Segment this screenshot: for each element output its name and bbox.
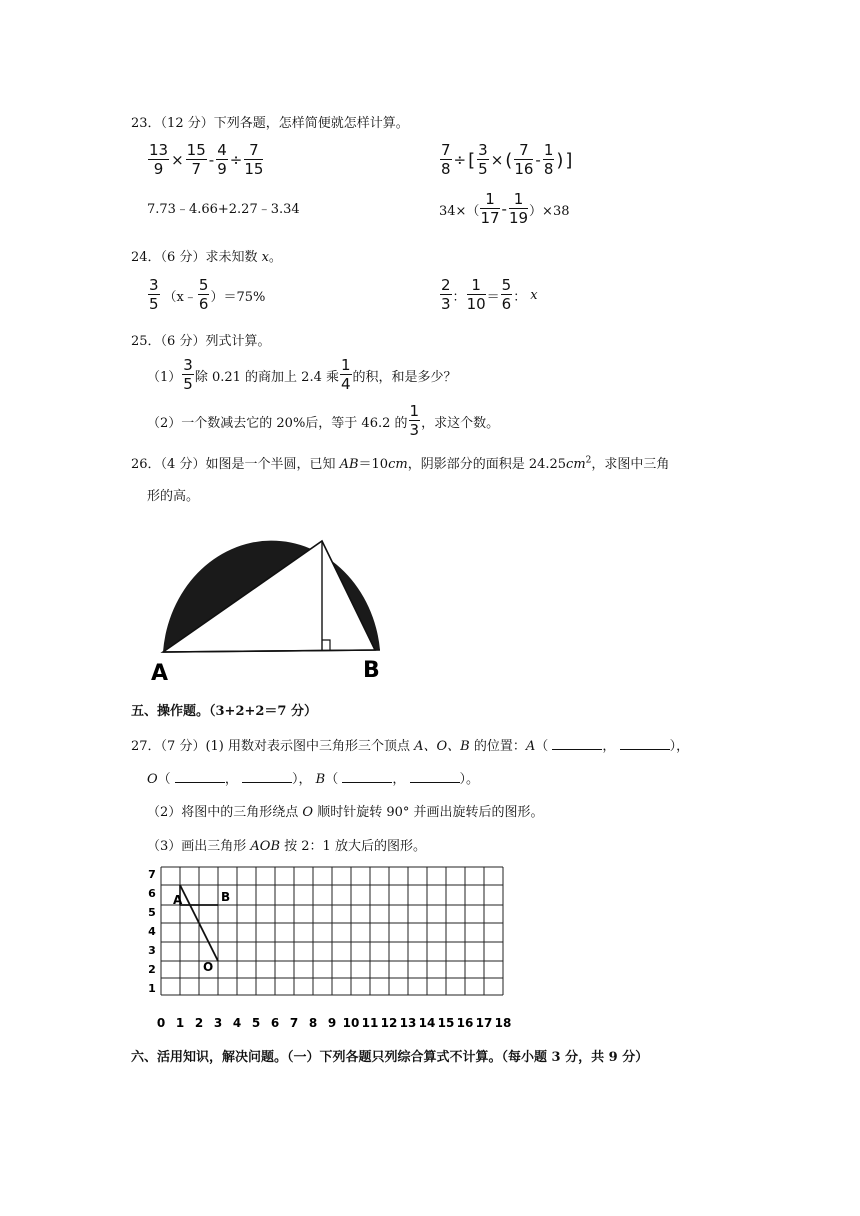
grid-point-o: O [203, 960, 214, 974]
grid-point-b: B [221, 890, 231, 904]
y-tick-label: 6 [148, 887, 156, 900]
q25-part-2: （2）一个数减去它的 20%后，等于 46.2 的 $\frac{1}{3}$ ，求这个数。 [147, 402, 500, 439]
x-tick-label: 16 [456, 1016, 474, 1030]
grid-point-a: A [173, 893, 183, 907]
answer-blank-a-y[interactable] [620, 737, 670, 750]
q24-expr-1: $\frac{3}{5}$ （x﹣ $\frac{5}{6}$ ）＝75% [149, 276, 266, 313]
coordinate-grid [145, 860, 520, 1035]
answer-blank-o-y[interactable] [242, 770, 292, 783]
y-tick-label: 3 [148, 944, 156, 957]
x-axis-labels [157, 1016, 512, 1030]
answer-blank-o-x[interactable] [175, 770, 225, 783]
x-tick-label: 0 [156, 1016, 166, 1030]
label-point-b: B [363, 658, 380, 683]
y-tick-label: 4 [148, 925, 156, 938]
x-tick-label: 1 [175, 1016, 185, 1030]
q23-expr-2: $\frac{7}{8}$ ÷ [ $\frac{3}{5}$ × ( $\frac{7}{16}$ - $\frac{1}{8}$ ) ] [441, 141, 573, 178]
q27-part-3: （3）画出三角形 AOB 按 2：1 放大后的图形。 [147, 839, 426, 854]
semicircle-figure [145, 512, 390, 687]
x-tick-label: 14 [418, 1016, 436, 1030]
grid-lines [161, 867, 503, 995]
x-tick-label: 12 [380, 1016, 398, 1030]
q24-expr-2: $\frac{2}{3}$ ： $\frac{1}{10}$ ＝ $\frac{5}{6}$ ： x [441, 276, 538, 313]
label-point-a: A [151, 661, 169, 686]
x-tick-label: 11 [361, 1016, 379, 1030]
q27-part-2: （2）将图中的三角形绕点 O 顺时针旋转 90° 并画出旋转后的图形。 [147, 805, 544, 820]
x-tick-label: 17 [475, 1016, 493, 1030]
section-5-heading: 五、操作题。（3+2+2＝7 分） [131, 704, 317, 719]
q23-expr-1: $\frac{13}{9}$ × $\frac{15}{7}$ - $\frac{4}{9}$ ÷ $\frac{7}{15}$ [149, 141, 264, 178]
answer-blank-b-y[interactable] [410, 770, 460, 783]
x-tick-label: 2 [194, 1016, 204, 1030]
section-6-heading: 六、活用知识，解决问题。（一）下列各题只列综合算式不计算。（每小题 3 分，共 9 分） [131, 1050, 649, 1065]
y-tick-label: 5 [148, 906, 156, 919]
y-tick-label: 7 [148, 868, 156, 881]
y-axis-labels [148, 868, 156, 995]
q27-line-1: 27．（7 分）(1) 用数对表示图中三角形三个顶点 A、O、B 的位置：A（ ， ）， [131, 739, 690, 754]
x-tick-label: 8 [308, 1016, 318, 1030]
y-tick-label: 1 [148, 982, 156, 995]
answer-blank-b-x[interactable] [342, 770, 392, 783]
q26-text-line-1: 26．（4 分）如图是一个半圆，已知 AB＝10cm，阴影部分的面积是 $24.25cm^2$，求图中三角 [131, 455, 670, 472]
x-tick-label: 3 [213, 1016, 223, 1030]
q24-title: 24．（6 分）求未知数 x。 [131, 250, 282, 265]
x-tick-label: 6 [270, 1016, 280, 1030]
q23-expr-3: 7.73﹣4.66+2.27﹣3.34 [147, 202, 300, 217]
q23-title: 23．（12 分）下列各题，怎样简便就怎样计算。 [131, 116, 409, 131]
x-tick-label: 5 [251, 1016, 261, 1030]
q23-expr-4: 34×（ $\frac{1}{17}$ - $\frac{1}{19}$ ）×38 [439, 190, 570, 227]
x-tick-label: 10 [342, 1016, 360, 1030]
x-tick-label: 18 [494, 1016, 512, 1030]
q26-text-line-2: 形的高。 [147, 489, 200, 504]
q27-line-2: O（ ， ）， B（ ， ）。 [147, 772, 480, 787]
q25-title: 25．（6 分）列式计算。 [131, 334, 271, 349]
x-tick-label: 7 [289, 1016, 299, 1030]
y-tick-label: 2 [148, 963, 156, 976]
q25-part-1: （1） $\frac{3}{5}$ 除 0.21 的商加上 2.4 乘 $\frac{1}{4}$ 的积，和是多少？ [147, 356, 457, 393]
answer-blank-a-x[interactable] [552, 737, 602, 750]
x-tick-label: 4 [232, 1016, 242, 1030]
x-tick-label: 15 [437, 1016, 455, 1030]
x-tick-label: 9 [327, 1016, 337, 1030]
x-tick-label: 13 [399, 1016, 417, 1030]
